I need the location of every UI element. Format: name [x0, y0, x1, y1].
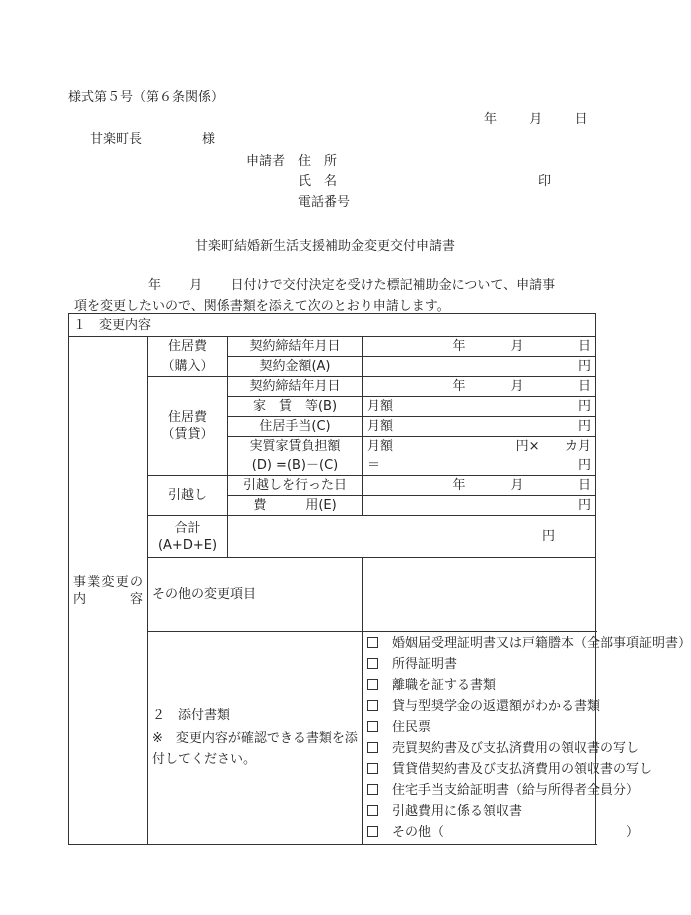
attachment-item	[367, 696, 601, 717]
purchase-amount-label: 契約金額(A)	[228, 357, 363, 377]
attachment-item	[367, 633, 691, 654]
other-changes-field[interactable]	[363, 558, 596, 632]
attachments-checklist	[363, 632, 691, 845]
attachments-note: ※ 変更内容が確認できる書類を添付してください。	[152, 730, 358, 767]
attachment-item	[367, 801, 591, 822]
form-number: 様式第５号（第６条関係）	[68, 90, 225, 105]
actual-rent-mid: 円×	[428, 437, 544, 457]
housing-allowance-prefix: 月額	[363, 417, 428, 437]
date-year-label: 年	[484, 112, 498, 127]
moving-date-month: 月	[491, 476, 544, 496]
moving-date-day: 日	[544, 476, 596, 496]
attachment-item	[367, 654, 591, 675]
housing-allowance-label: 住居手当(C)	[228, 417, 363, 437]
attachment-item	[367, 717, 591, 738]
moving-date-year: 年	[428, 476, 491, 496]
attachments-heading: ２ 添付書類	[152, 707, 231, 723]
attachment-item-label: 売買契約書及び支払済費用の領収書の写し	[392, 741, 640, 756]
document-title: 甘楽町結婚新生活支援補助金変更交付申請書	[195, 239, 456, 254]
purchase-date-day: 日	[544, 337, 596, 357]
purchase-contract-date-label: 契約締結年月日	[228, 337, 363, 357]
attachment-checkbox[interactable]	[367, 658, 378, 669]
attachment-checkbox[interactable]	[367, 826, 378, 837]
attachment-checkbox[interactable]	[367, 742, 378, 753]
intro-month: 月	[189, 278, 203, 293]
date-day-label: 日	[574, 112, 588, 127]
moving-label: 引越し	[148, 476, 228, 516]
purchase-date-year: 年	[428, 337, 491, 357]
rent-date-month: 月	[491, 377, 544, 397]
address-label: 住 所	[298, 154, 338, 169]
moving-cost-unit: 円	[363, 496, 596, 516]
rent-amount-unit: 円	[428, 397, 596, 417]
actual-rent-equals: ＝	[363, 456, 428, 476]
rent-amount-label: 家 賃 等(B)	[228, 397, 363, 417]
attachment-checkbox[interactable]	[367, 763, 378, 774]
attachment-item-label: 住民票	[392, 720, 432, 735]
attachment-item	[367, 759, 653, 780]
rent-label-1: 住居費	[167, 410, 207, 425]
category-label-text: 事業変更の内容	[73, 574, 143, 607]
section-1-heading: １ 変更内容	[69, 314, 596, 337]
attachment-item-label: 婚姻届受理証明書又は戸籍謄本（全部事項証明書）	[392, 636, 691, 651]
moving-cost-label: 費 用(E)	[228, 496, 363, 516]
attachment-item-label: 住宅手当支給証明書（給与所得者全員分）	[392, 783, 640, 798]
purchase-date-month: 月	[491, 337, 544, 357]
rent-contract-date-label: 契約締結年月日	[228, 377, 363, 397]
intro-day-text: 日付けで交付決定を受けた標記補助金について、申請事	[230, 278, 556, 293]
actual-rent-prefix: 月額	[363, 437, 428, 457]
intro-year: 年	[148, 278, 162, 293]
actual-rent-label: 実質家賃負担額	[228, 437, 363, 457]
other-changes-label: その他の変更項目	[148, 558, 363, 632]
attachments-label	[148, 632, 363, 845]
purchase-label-1: 住居費	[148, 337, 228, 357]
attachment-item-label: 賃貸借契約書及び支払済費用の領収書の写し	[392, 762, 653, 777]
category-label	[69, 337, 148, 845]
moving-date-label: 引越しを行った日	[228, 476, 363, 496]
attachment-item-label: 貸与型奨学金の返還額がわかる書類	[392, 699, 601, 714]
housing-allowance-unit: 円	[428, 417, 596, 437]
total-unit: 円	[228, 516, 596, 558]
attachment-item	[367, 738, 640, 759]
phone-label: 電話番号	[298, 195, 351, 210]
total-label	[148, 516, 228, 558]
attachment-checkbox[interactable]	[367, 721, 378, 732]
attachment-item	[367, 780, 640, 801]
rent-date-day: 日	[544, 377, 596, 397]
rent-label-2: （賃貸）	[161, 427, 214, 442]
attachment-checkbox[interactable]	[367, 637, 378, 648]
intro-line-1	[148, 274, 555, 293]
actual-rent-unit: カ月	[544, 437, 596, 457]
actual-rent-formula: (D) =(B)－(C)	[228, 456, 363, 476]
attachment-item-label: 離職を証する書類	[392, 678, 497, 693]
application-form-table	[68, 313, 691, 845]
total-label-1: 合計	[174, 520, 201, 536]
attachment-checkbox[interactable]	[367, 700, 378, 711]
date-month-label: 月	[529, 112, 543, 127]
attachment-checkbox[interactable]	[367, 805, 378, 816]
purchase-amount-unit: 円	[363, 357, 596, 377]
honorific: 様	[202, 132, 216, 147]
attachment-item	[367, 822, 640, 843]
purchase-label-2: （購入）	[148, 357, 228, 377]
attachment-checkbox[interactable]	[367, 679, 378, 690]
intro-line-2: 項を変更したいので、関係書類を添えて次のとおり申請します。	[74, 299, 450, 314]
rent-amount-prefix: 月額	[363, 397, 428, 417]
attachment-item-label: 引越費用に係る領収書	[392, 804, 523, 819]
name-label: 氏 名	[298, 174, 338, 189]
total-label-2: (A+D+E)	[157, 537, 218, 553]
applicant-label: 申請者	[246, 154, 286, 169]
attachment-item-label: その他（ ）	[392, 825, 640, 840]
rent-label	[148, 377, 228, 476]
seal-label: 印	[538, 174, 552, 189]
rent-date-year: 年	[428, 377, 491, 397]
date-line	[484, 108, 588, 127]
attachment-item-label: 所得証明書	[392, 657, 458, 672]
addressee: 甘楽町長	[90, 132, 143, 147]
actual-rent-total-unit: 円	[428, 456, 596, 476]
attachment-item	[367, 675, 591, 696]
attachment-checkbox[interactable]	[367, 784, 378, 795]
